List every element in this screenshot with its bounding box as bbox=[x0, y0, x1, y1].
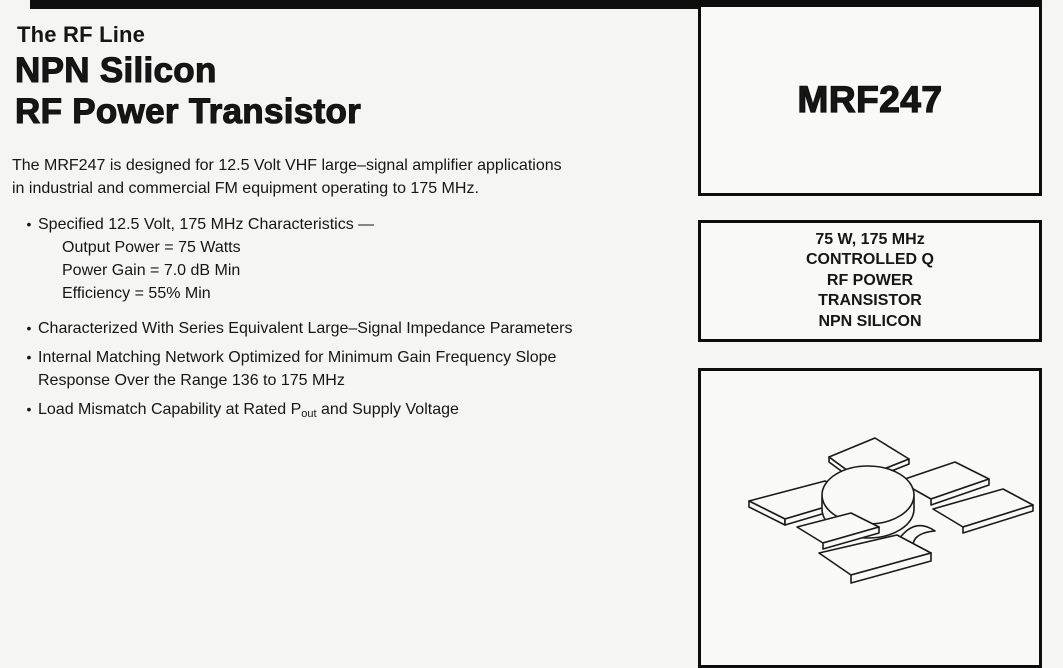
bullet-icon: • bbox=[26, 320, 32, 336]
feature-impedance-parameters bbox=[10, 317, 682, 340]
feature-label-line2: Response Over the Range 136 to 175 MHz bbox=[38, 372, 345, 389]
feature-detail-power-gain: Power Gain = 7.0 dB Min bbox=[62, 262, 241, 279]
feature-matching-network bbox=[10, 346, 682, 392]
feature-detail-output-power: Output Power = 75 Watts bbox=[62, 239, 241, 256]
pout-subscript: out bbox=[301, 408, 317, 420]
feature-label: Specified 12.5 Volt, 175 MHz Characteristics — bbox=[38, 216, 375, 233]
feature-label: Characterized With Series Equivalent Large–Signal Impedance Parameters bbox=[38, 320, 573, 337]
bullet-icon: • bbox=[26, 401, 32, 417]
spec-line-controlled-q: CONTROLLED Q bbox=[806, 251, 934, 269]
description-paragraph bbox=[12, 154, 682, 200]
spec-line-power-freq: 75 W, 175 MHz bbox=[815, 230, 925, 248]
package-illustration-icon bbox=[701, 435, 1039, 665]
feature-specified-characteristics bbox=[10, 213, 682, 305]
feature-detail-efficiency: Efficiency = 55% Min bbox=[62, 285, 211, 302]
bullet-icon: • bbox=[26, 349, 32, 365]
package-box bbox=[698, 368, 1042, 668]
feature-label-pre: Load Mismatch Capability at Rated P bbox=[38, 401, 302, 418]
headline-line1: NPN Silicon bbox=[15, 51, 217, 90]
series-kicker: The RF Line bbox=[17, 22, 146, 47]
left-column bbox=[10, 14, 682, 432]
feature-label-post: and Supply Voltage bbox=[316, 401, 459, 418]
description-line1: The MRF247 is designed for 12.5 Volt VHF large–signal amplifier applications bbox=[12, 157, 562, 174]
feature-load-mismatch bbox=[10, 398, 682, 426]
spec-line-rf-power: RF POWER bbox=[826, 271, 914, 289]
feature-label bbox=[38, 346, 682, 392]
description-line2: in industrial and commercial FM equipment operating to 175 MHz. bbox=[12, 180, 479, 197]
part-number: MRF247 bbox=[797, 79, 943, 120]
feature-label-line1: Internal Matching Network Optimized for Minimum Gain Frequency Slope bbox=[38, 349, 557, 366]
spec-box bbox=[698, 220, 1042, 342]
feature-list bbox=[10, 213, 682, 426]
spec-line-transistor: TRANSISTOR bbox=[818, 292, 922, 310]
part-number-box bbox=[698, 4, 1042, 196]
feature-label bbox=[38, 398, 682, 426]
bullet-icon: • bbox=[26, 216, 32, 232]
headline-line2: RF Power Transistor bbox=[15, 92, 362, 131]
spec-line-npn-silicon: NPN SILICON bbox=[818, 312, 922, 330]
